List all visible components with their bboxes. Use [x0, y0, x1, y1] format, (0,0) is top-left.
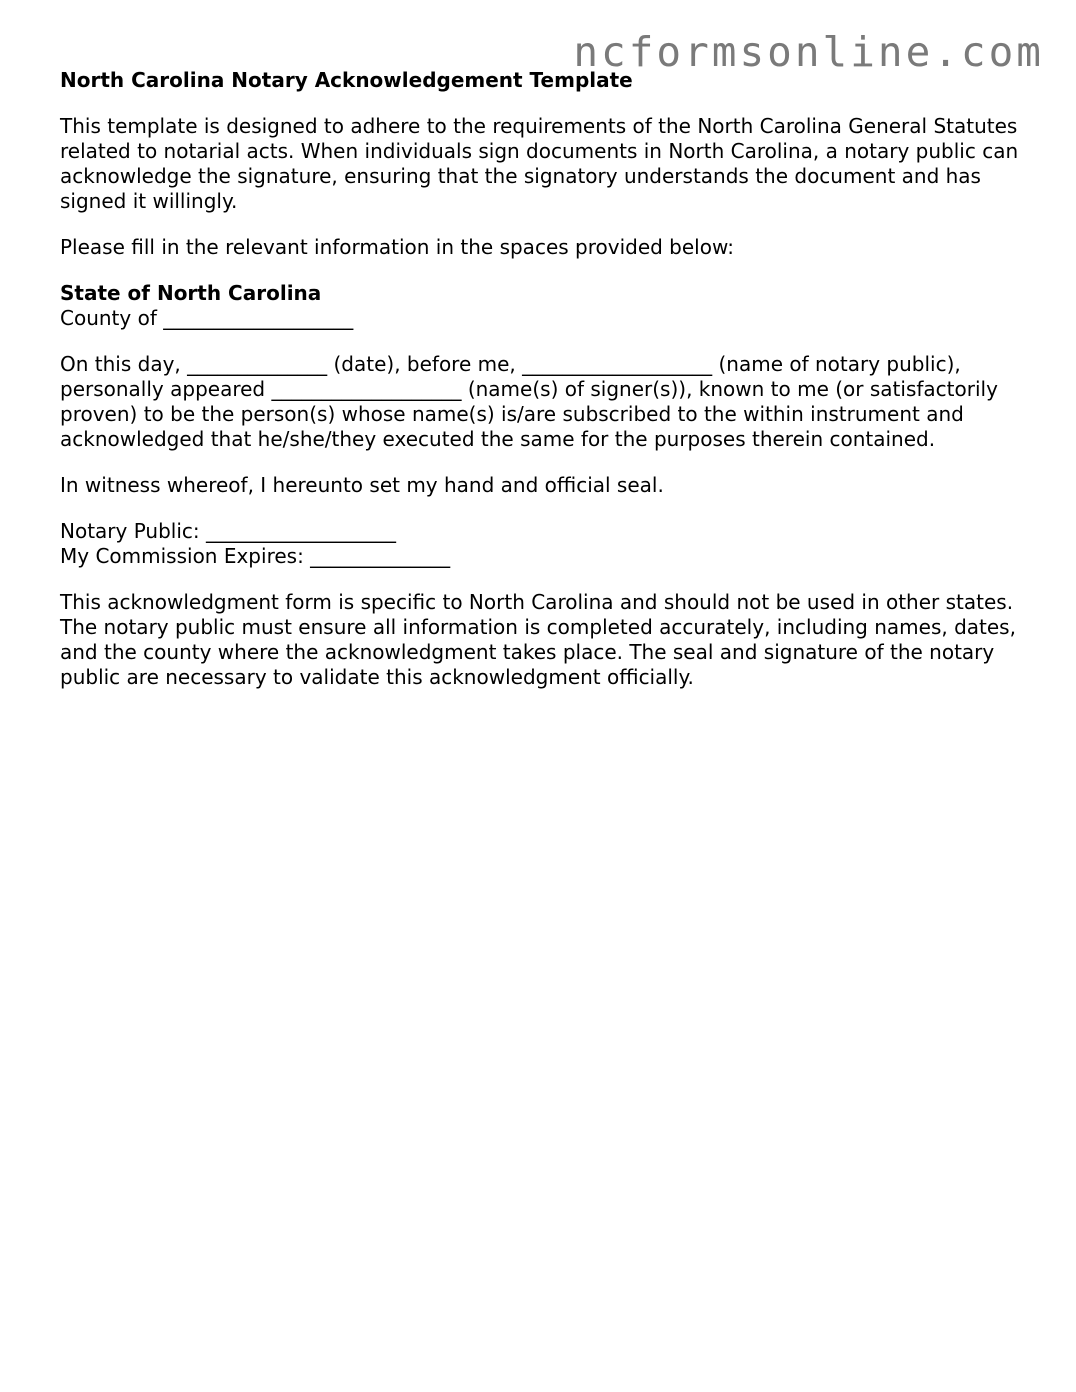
instruction-paragraph: Please fill in the relevant information in the spaces provided below:	[60, 235, 734, 259]
notary-public-line: Notary Public: ___________________	[60, 519, 396, 543]
acknowledgment-paragraph: On this day, ______________ (date), before me, ___________________ (name of notary public), personally appeared ___________________ (name(s) of signer(s)), known to me (or satisfactorily proven) to be the person(s) whose name(s) is/are subscribed to the within instrument and acknowledged that he/she/they executed the same for the purposes therein contained.	[60, 352, 998, 451]
document-title: North Carolina Notary Acknowledgement Template	[60, 68, 633, 92]
state-line: State of North Carolina	[60, 281, 322, 305]
document-body	[60, 68, 1024, 711]
intro-paragraph: This template is designed to adhere to the requirements of the North Carolina General Statutes related to notarial acts. When individuals sign documents in North Carolina, a notary public can acknowledge the signature, ensuring that the signatory understands the document and has signed it willingly.	[60, 114, 1019, 213]
witness-paragraph: In witness whereof, I hereunto set my hand and official seal.	[60, 473, 664, 497]
signature-block	[60, 519, 1024, 569]
commission-expires-line: My Commission Expires: ______________	[60, 544, 451, 568]
county-line: County of ___________________	[60, 306, 354, 330]
site-watermark: ncformsonline.com	[573, 28, 1044, 76]
closing-paragraph: This acknowledgment form is specific to North Carolina and should not be used in other states. The notary public must ensure all information is completed accurately, including names, dates, and the county where the acknowledgment takes place. The seal and signature of the notary public are necessary to validate this acknowledgment officially.	[60, 590, 1016, 689]
venue-block	[60, 281, 1024, 331]
